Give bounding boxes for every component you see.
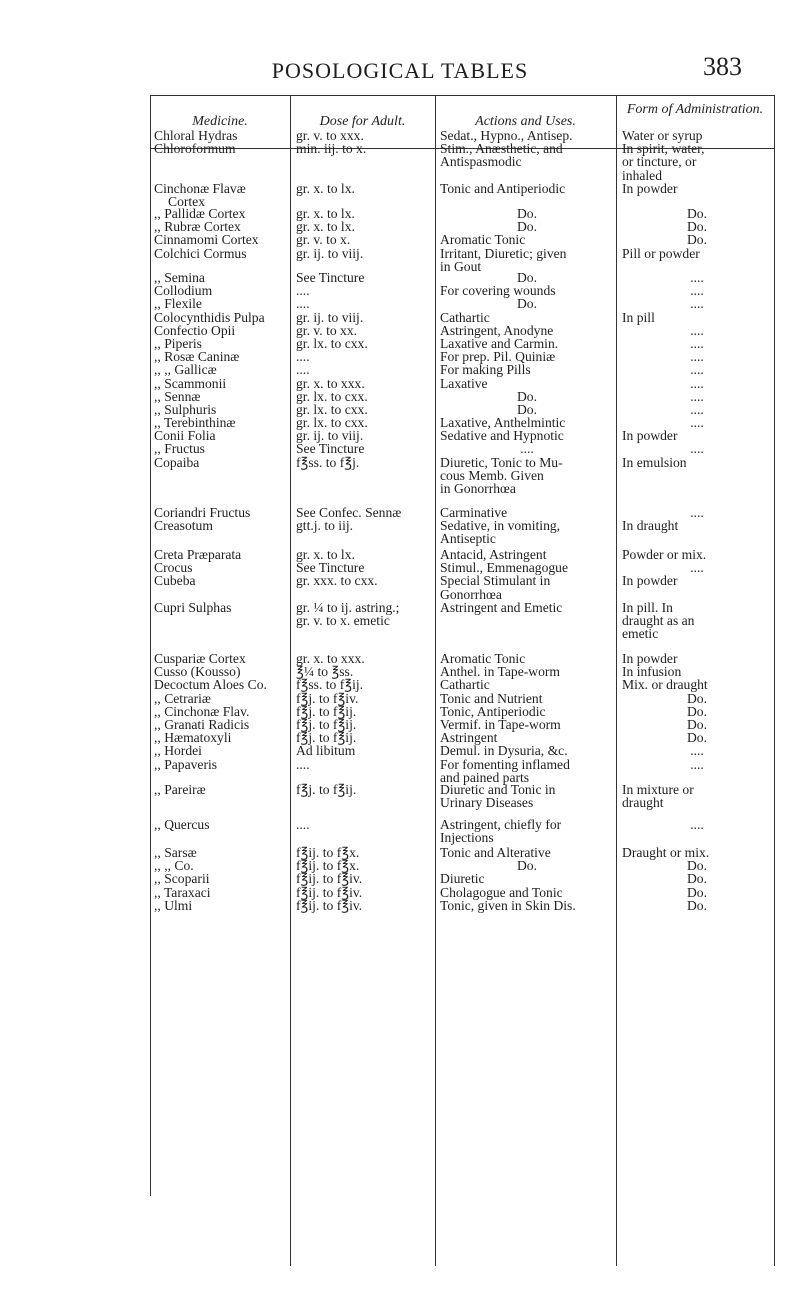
cell-line: f℥ss. to f℥j.: [296, 454, 360, 470]
cell-line: Aromatic Tonic: [440, 651, 526, 666]
cell-line: gr. lx. to cxx.: [296, 388, 368, 404]
cell-line: gr. v. to x. emetic: [296, 613, 390, 629]
cell-line: Collodium: [154, 283, 213, 299]
posological-table: [150, 95, 775, 1266]
cell-line: in Gonorrhœa: [440, 481, 516, 496]
cell-line: Cuspariæ Cortex: [154, 651, 246, 666]
cell-line: f℥j. to f℥ij.: [296, 716, 357, 732]
cell-line: ,, Hordei: [154, 743, 202, 759]
cell-line: ,, Cinchonæ Flav.: [154, 703, 250, 719]
dose-cell: [296, 129, 433, 155]
cell-line: Decoctum Aloes Co.: [154, 677, 267, 693]
cell-line: Antiseptic: [440, 531, 496, 547]
cell-line: and pained parts: [440, 769, 530, 785]
cell-line: gr. x. to lx.: [296, 219, 355, 235]
cell-line: Crocus: [154, 560, 193, 576]
cell-line: Cusso (Kousso): [154, 664, 241, 680]
cell-line: Colocynthidis Pulpa: [154, 309, 265, 325]
actions-cell: [440, 182, 614, 195]
cell-line: ,, Rosæ Caninæ: [154, 349, 240, 365]
cell-line: Laxative: [440, 375, 488, 391]
cell-line: f℥ij. to f℥iv.: [296, 871, 363, 887]
cell-line: ,, Sennæ: [154, 388, 201, 404]
column-header-actions: Actions and Uses.: [475, 114, 576, 129]
cell-line: Stimul., Emmenagogue: [440, 560, 568, 576]
cell-line: Astringent: [440, 730, 498, 746]
cell-line: or tincture, or: [622, 154, 697, 170]
cell-line: Creasotum: [154, 518, 213, 534]
medicine-cell: [154, 846, 288, 912]
cell-line: Tonic and Antiperiodic: [440, 181, 566, 196]
column-rule-2: [435, 96, 436, 1266]
cell-line: See Tincture: [296, 441, 365, 457]
cell-line: Stim., Anæsthetic, and: [440, 141, 563, 157]
cell-line: For making Pills: [440, 362, 531, 378]
cell-line: Do.: [686, 858, 707, 874]
cell-line: Do.: [516, 858, 537, 874]
cell-line: ,, Papaveris: [154, 756, 218, 772]
cell-line: Do.: [686, 206, 707, 221]
cell-line: Cathartic: [440, 309, 490, 325]
cell-line: Do.: [516, 219, 537, 235]
cell-line: Do.: [516, 388, 537, 404]
cell-line: Injections: [440, 830, 494, 846]
column-header-dose: Dose for Adult.: [319, 114, 406, 129]
dose-cell: [296, 846, 433, 912]
cell-line: Sedat., Hypno., Antisep.: [440, 128, 573, 143]
form-cell: [622, 783, 772, 809]
cell-line: Do.: [516, 296, 537, 312]
cell-line: For fomenting inflamed: [440, 756, 570, 772]
cell-line: Do.: [686, 219, 707, 235]
cell-line: In powder: [622, 181, 678, 196]
cell-line: Cinnamomi Cortex: [154, 232, 259, 248]
cell-line: ,, Pallidæ Cortex: [154, 206, 246, 221]
cell-line: ....: [690, 743, 704, 759]
medicine-cell: [154, 506, 288, 532]
cell-line: Chloroformum: [154, 141, 236, 157]
cell-line: gr. ij. to viij.: [296, 428, 364, 444]
cell-line: Diuretic: [440, 871, 485, 887]
cell-line: draught as an: [622, 613, 695, 629]
cell-line: ....: [690, 401, 704, 417]
cell-line: Do.: [686, 884, 707, 900]
cell-line: f℥j. to f℥ij.: [296, 782, 357, 797]
cell-line: f℥ij. to f℥x.: [296, 858, 360, 874]
cell-line: ....: [296, 296, 310, 312]
cell-line: ....: [296, 756, 310, 772]
cell-line: Vermif. in Tape-worm: [440, 716, 561, 732]
cell-line: In pill: [622, 309, 655, 325]
cell-line: Do.: [686, 897, 707, 913]
cell-line: inhaled: [622, 167, 663, 183]
cell-line: ,, Terebinthinæ: [154, 415, 236, 431]
cell-line: Antispasmodic: [440, 154, 522, 170]
cell-line: gr. x. to lx.: [296, 181, 355, 196]
dose-cell: [296, 506, 433, 532]
cell-line: Sedative and Hypnotic: [440, 428, 564, 444]
dose-cell: [296, 818, 433, 831]
cell-line: ....: [690, 415, 704, 431]
cell-line: Creta Præparata: [154, 547, 242, 562]
cell-line: Do.: [516, 206, 537, 221]
medicine-cell: [154, 652, 288, 771]
cell-line: Urinary Diseases: [440, 795, 534, 811]
cell-line: ,, Flexile: [154, 296, 202, 312]
cell-line: ,, ,, Co.: [154, 858, 194, 874]
cell-line: gr. lx. to cxx.: [296, 415, 368, 431]
cell-line: Coriandri Fructus: [154, 505, 251, 520]
actions-cell: [440, 846, 614, 912]
actions-cell: [440, 548, 614, 601]
cell-line: ....: [296, 362, 310, 378]
actions-cell: [440, 601, 614, 614]
cell-line: See Tincture: [296, 270, 365, 285]
cell-line: Copaiba: [154, 454, 200, 470]
cell-line: Conii Folia: [154, 428, 216, 444]
cell-line: Do.: [686, 871, 707, 887]
cell-line: ....: [296, 349, 310, 365]
cell-line: ,, Fructus: [154, 441, 205, 457]
cell-line: ....: [690, 322, 704, 338]
cell-line: In pill. In: [622, 600, 673, 615]
cell-line: Special Stimulant in: [440, 573, 551, 589]
cell-line: Antacid, Astringent: [440, 547, 547, 562]
dose-cell: [296, 207, 433, 260]
form-cell: [622, 818, 772, 831]
actions-cell: [440, 652, 614, 784]
cell-line: Do.: [516, 401, 537, 417]
page-number: 383: [703, 52, 742, 81]
cell-line: Confectio Opii: [154, 322, 236, 338]
cell-line: ,, Piperis: [154, 335, 202, 351]
cell-line: Cortex: [168, 194, 205, 210]
cell-line: ,, Taraxaci: [154, 884, 211, 900]
column-rule-3: [616, 96, 617, 1266]
cell-line: Astringent and Emetic: [440, 600, 563, 615]
cell-line: ....: [690, 283, 704, 299]
form-cell: [622, 506, 772, 532]
column-header-medicine: Medicine.: [192, 114, 248, 129]
cell-line: gr. lx. to cxx.: [296, 401, 368, 417]
cell-line: f℥j. to f℥ij.: [296, 703, 357, 719]
cell-line: min. iij. to x.: [296, 141, 367, 157]
cell-line: Chloral Hydras: [154, 128, 238, 143]
cell-line: gr. ¼ to ij. astring.;: [296, 600, 400, 615]
form-cell: [622, 846, 772, 912]
cell-line: Cinchonæ Flavæ: [154, 181, 246, 196]
actions-cell: [440, 783, 614, 809]
cell-line: ,, Sulphuris: [154, 401, 217, 417]
cell-line: See Tincture: [296, 560, 365, 576]
cell-line: Do.: [686, 730, 707, 746]
cell-line: gr. x. to xxx.: [296, 651, 365, 666]
cell-line: ,, Pareiræ: [154, 782, 206, 797]
cell-line: emetic: [622, 626, 659, 642]
cell-line: Powder or mix.: [622, 547, 707, 562]
cell-line: Tonic, given in Skin Dis.: [440, 897, 576, 913]
cell-line: gr. lx. to cxx.: [296, 335, 368, 351]
cell-line: ....: [690, 505, 704, 520]
cell-line: Irritant, Diuretic; given: [440, 245, 567, 261]
cell-line: ....: [690, 335, 704, 351]
cell-line: gr. x. to xxx.: [296, 375, 365, 391]
cell-line: ,, Ulmi: [154, 897, 193, 913]
cell-line: gr. ij. to viij.: [296, 245, 364, 261]
cell-line: Do.: [686, 703, 707, 719]
form-cell: [622, 601, 772, 641]
page-title: POSOLOGICAL TABLES: [271, 58, 529, 83]
dose-cell: [296, 601, 433, 627]
cell-line: In powder: [622, 428, 678, 444]
cell-line: Gonorrhœa: [440, 586, 502, 602]
cell-line: gr. xxx. to cxx.: [296, 573, 378, 589]
medicine-cell: [154, 271, 288, 469]
cell-line: gtt.j. to iij.: [296, 518, 354, 534]
cell-line: gr. v. to xxx.: [296, 128, 364, 143]
cell-line: gr. v. to x.: [296, 232, 351, 248]
cell-line: Ad libitum: [296, 743, 356, 759]
cell-line: Do.: [686, 716, 707, 732]
cell-line: Astringent, chiefly for: [440, 817, 562, 832]
cell-line: Mix. or draught: [622, 677, 708, 693]
column-rule-1: [290, 96, 291, 1266]
cell-line: Tonic, Antiperiodic: [440, 703, 546, 719]
dose-cell: [296, 783, 433, 796]
form-cell: [622, 271, 772, 469]
cell-line: ....: [690, 375, 704, 391]
dose-cell: [296, 548, 433, 588]
cell-line: ....: [690, 560, 704, 576]
column-header-form: Form of Administration.: [626, 102, 764, 117]
cell-line: Laxative, Anthelmintic: [440, 415, 566, 431]
cell-line: In powder: [622, 651, 678, 666]
cell-line: Colchici Cormus: [154, 245, 247, 261]
cell-line: ,, Hæmatoxyli: [154, 730, 232, 746]
cell-line: Laxative and Carmin.: [440, 335, 559, 351]
cell-line: Diuretic, Tonic to Mu-: [440, 454, 563, 470]
cell-line: gr. ij. to viij.: [296, 309, 364, 325]
medicine-cell: [154, 783, 288, 796]
cell-line: gr. x. to lx.: [296, 547, 355, 562]
cell-line: For covering wounds: [440, 283, 556, 299]
actions-cell: [440, 271, 614, 495]
cell-line: Do.: [686, 690, 707, 706]
cell-line: In mixture or: [622, 782, 694, 797]
cell-line: in Gout: [440, 258, 482, 274]
cell-line: cous Memb. Given: [440, 467, 544, 483]
cell-line: ....: [690, 270, 704, 285]
form-cell: [622, 652, 772, 771]
actions-cell: [440, 818, 614, 844]
cell-line: Draught or mix.: [622, 845, 710, 860]
cell-line: ,, Granati Radicis: [154, 716, 250, 732]
cell-line: f℥j. to f℥ij.: [296, 730, 357, 746]
cell-line: ,, Cetrariæ: [154, 690, 212, 706]
cell-line: ,, Semina: [154, 270, 205, 285]
cell-line: Carminative: [440, 505, 508, 520]
medicine-cell: [154, 601, 288, 614]
cell-line: ....: [690, 756, 704, 772]
cell-line: f℥j. to f℥iv.: [296, 690, 359, 706]
cell-line: ....: [520, 441, 534, 457]
cell-line: In emulsion: [622, 454, 687, 470]
form-cell: [622, 129, 772, 182]
cell-line: ,, Quercus: [154, 817, 210, 832]
cell-line: In powder: [622, 573, 678, 589]
cell-line: Aromatic Tonic: [440, 232, 526, 248]
cell-line: ,, Scammonii: [154, 375, 227, 391]
cell-line: f℥ij. to f℥iv.: [296, 884, 363, 900]
cell-line: Astringent, Anodyne: [440, 322, 554, 338]
cell-line: gr. v. to xx.: [296, 322, 358, 338]
cell-line: Tonic and Nutrient: [440, 690, 543, 706]
cell-line: ,, Sarsæ: [154, 845, 197, 860]
medicine-cell: [154, 182, 288, 208]
dose-cell: [296, 271, 433, 469]
cell-line: Do.: [686, 232, 707, 248]
cell-line: Water or syrup: [622, 128, 703, 143]
cell-line: Cathartic: [440, 677, 490, 693]
cell-line: ....: [690, 817, 704, 832]
cell-line: Sedative, in vomiting,: [440, 518, 561, 534]
form-cell: [622, 207, 772, 260]
cell-line: ,, Scoparii: [154, 871, 210, 887]
cell-line: f℥ij. to f℥iv.: [296, 897, 363, 913]
medicine-cell: [154, 548, 288, 588]
cell-line: ,, ,, Gallicæ: [154, 362, 217, 378]
cell-line: ....: [296, 283, 310, 299]
actions-cell: [440, 506, 614, 546]
cell-line: ,, Rubræ Cortex: [154, 219, 241, 235]
cell-line: draught: [622, 795, 664, 811]
cell-line: ....: [690, 362, 704, 378]
cell-line: For prep. Pil. Quiniæ: [440, 349, 556, 365]
cell-line: ℥¼ to ℥ss.: [296, 664, 354, 680]
cell-line: Anthel. in Tape-worm: [440, 664, 560, 680]
cell-line: In draught: [622, 518, 679, 534]
cell-line: Cubeba: [154, 573, 196, 589]
cell-line: ....: [690, 441, 704, 457]
cell-line: ....: [690, 349, 704, 365]
medicine-cell: [154, 129, 288, 155]
dose-cell: [296, 652, 433, 771]
cell-line: In spirit, water,: [622, 141, 705, 157]
cell-line: See Confec. Sennæ: [296, 505, 402, 520]
cell-line: Diuretic and Tonic in: [440, 782, 556, 797]
dose-cell: [296, 182, 433, 195]
cell-line: f℥ss. to f℥ij.: [296, 677, 364, 693]
cell-line: Cholagogue and Tonic: [440, 884, 563, 900]
medicine-cell: [154, 818, 288, 831]
cell-line: ....: [690, 296, 704, 312]
cell-line: In infusion: [622, 664, 682, 680]
table-left-rule: [150, 96, 151, 1196]
actions-cell: [440, 207, 614, 273]
cell-line: f℥ij. to f℥x.: [296, 845, 360, 860]
cell-line: Tonic and Alterative: [440, 845, 551, 860]
cell-line: Cupri Sulphas: [154, 600, 232, 615]
form-cell: [622, 182, 772, 195]
medicine-cell: [154, 207, 288, 260]
cell-line: gr. x. to lx.: [296, 206, 355, 221]
cell-line: ....: [690, 388, 704, 404]
cell-line: ....: [296, 817, 310, 832]
form-cell: [622, 548, 772, 588]
cell-line: Do.: [516, 270, 537, 285]
actions-cell: [440, 129, 614, 169]
table-right-rule: [774, 96, 775, 1266]
cell-line: Pill or powder: [622, 245, 700, 261]
cell-line: Demul. in Dysuria, &c.: [440, 743, 568, 759]
